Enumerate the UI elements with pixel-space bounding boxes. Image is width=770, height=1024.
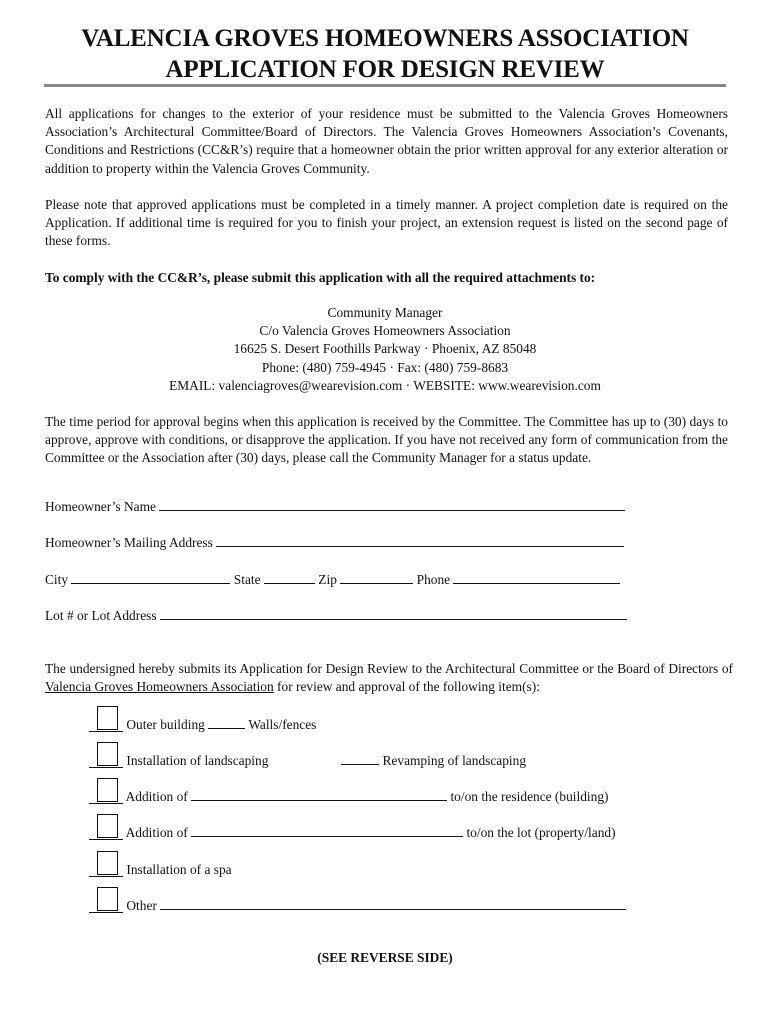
mailing-address-row [45, 533, 624, 552]
homeowner-name-field[interactable] [159, 497, 625, 511]
homeowner-name-row [45, 497, 625, 516]
revamp-landscaping-blank[interactable] [341, 751, 379, 765]
page-title: VALENCIA GROVES HOMEOWNERS ASSOCIATION [81, 25, 689, 52]
zip-field[interactable] [340, 570, 413, 584]
item-spa-row [89, 859, 232, 879]
addition-lot-checkbox[interactable] [89, 822, 123, 840]
contact-phone-fax: Phone: (480) 759-4945 · Fax: (480) 759-8683 [261, 359, 509, 375]
mailing-address-field[interactable] [216, 533, 624, 547]
contact-manager: Community Manager [327, 305, 443, 320]
phone-label: Phone [416, 572, 451, 587]
walls-fences-label: Walls/fences [248, 717, 317, 732]
contact-email-website: EMAIL: valenciagroves@wearevision.com · WEBSITE: www.wearevision.com [169, 377, 601, 393]
intro-paragraph-2: Please note that approved applications must be completed in a timely manner. A project completion date is required on the Application. If additional time is required for you to finish your project, an extension request is listed on the second page of these forms. [45, 197, 728, 249]
addition-lot-suffix: to/on the lot (property/land) [466, 825, 616, 840]
zip-label: Zip [318, 572, 337, 587]
mailing-address-label: Homeowner’s Mailing Address [45, 535, 213, 550]
phone-field[interactable] [453, 570, 620, 584]
revamp-landscaping-label: Revamping of landscaping [382, 753, 527, 768]
submission-instruction: To comply with the CC&R’s, please submit this application with all the required attachments to: [45, 270, 596, 285]
install-landscaping-checkbox[interactable] [89, 750, 123, 768]
see-reverse-side-note: (SEE REVERSE SIDE) [317, 950, 453, 965]
lot-address-row [45, 606, 627, 625]
approval-paragraph: The time period for approval begins when this application is received by the Committee. The Committee has up to (30) days to approve, approve with conditions, or disapprove the application. If you have not received any form of communication from the Committee or the Association after (30) days, please call the Community Manager for a status update. [45, 414, 728, 466]
spa-label: Installation of a spa [126, 862, 232, 877]
addition-residence-label: Addition of [125, 789, 188, 804]
item-outer-building-row [89, 714, 316, 734]
walls-fences-blank[interactable] [208, 715, 245, 729]
install-landscaping-label: Installation of landscaping [126, 753, 269, 768]
city-field[interactable] [71, 570, 230, 584]
outer-building-label: Outer building [126, 717, 205, 732]
state-field[interactable] [264, 570, 315, 584]
intro-paragraph-1: All applications for changes to the exterior of your residence must be submitted to the Valencia Groves Homeowners Association’s Architectural Committee/Board of Directors. The Valencia Groves Homeowners Association’s Covenants, Conditions and Restrictions (CC&R’s) require that a homeowner obtain the prior written approval for any exterior alteration or addition to property within the Valencia Groves Community. [45, 106, 728, 176]
lot-address-field[interactable] [160, 606, 627, 620]
item-addition-lot-row [89, 822, 616, 842]
state-label: State [233, 572, 261, 587]
spa-checkbox[interactable] [89, 859, 123, 877]
lot-address-label: Lot # or Lot Address [45, 608, 157, 623]
contact-association: C/o Valencia Groves Homeowners Association [259, 323, 511, 339]
association-name: Valencia Groves Homeowners Association [45, 679, 274, 695]
page-subtitle: APPLICATION FOR DESIGN REVIEW [165, 56, 605, 83]
submission-suffix: for review and approval of the following item(s): [273, 679, 540, 695]
addition-residence-suffix: to/on the residence (building) [450, 789, 609, 804]
title-divider [44, 84, 726, 87]
addition-residence-field[interactable] [191, 787, 447, 801]
item-addition-residence-row [89, 786, 609, 806]
addition-residence-checkbox[interactable] [89, 786, 123, 804]
item-landscaping-row [89, 750, 526, 770]
item-other-row [89, 895, 626, 915]
submission-statement [45, 660, 733, 696]
addition-lot-field[interactable] [191, 823, 463, 837]
contact-block [0, 304, 770, 395]
city-state-zip-row [45, 570, 620, 589]
homeowner-name-label: Homeowner’s Name [45, 499, 156, 514]
other-checkbox[interactable] [89, 895, 123, 913]
submission-prefix: The undersigned hereby submits its Application for Design Review to the Architectural Committee or the Board of Directors of [45, 661, 733, 676]
addition-lot-label: Addition of [125, 825, 188, 840]
contact-address: 16625 S. Desert Foothills Parkway · Phoenix, AZ 85048 [233, 341, 537, 357]
other-label: Other [126, 898, 157, 913]
outer-building-checkbox[interactable] [89, 714, 123, 732]
other-field[interactable] [160, 896, 626, 910]
city-label: City [45, 572, 69, 587]
